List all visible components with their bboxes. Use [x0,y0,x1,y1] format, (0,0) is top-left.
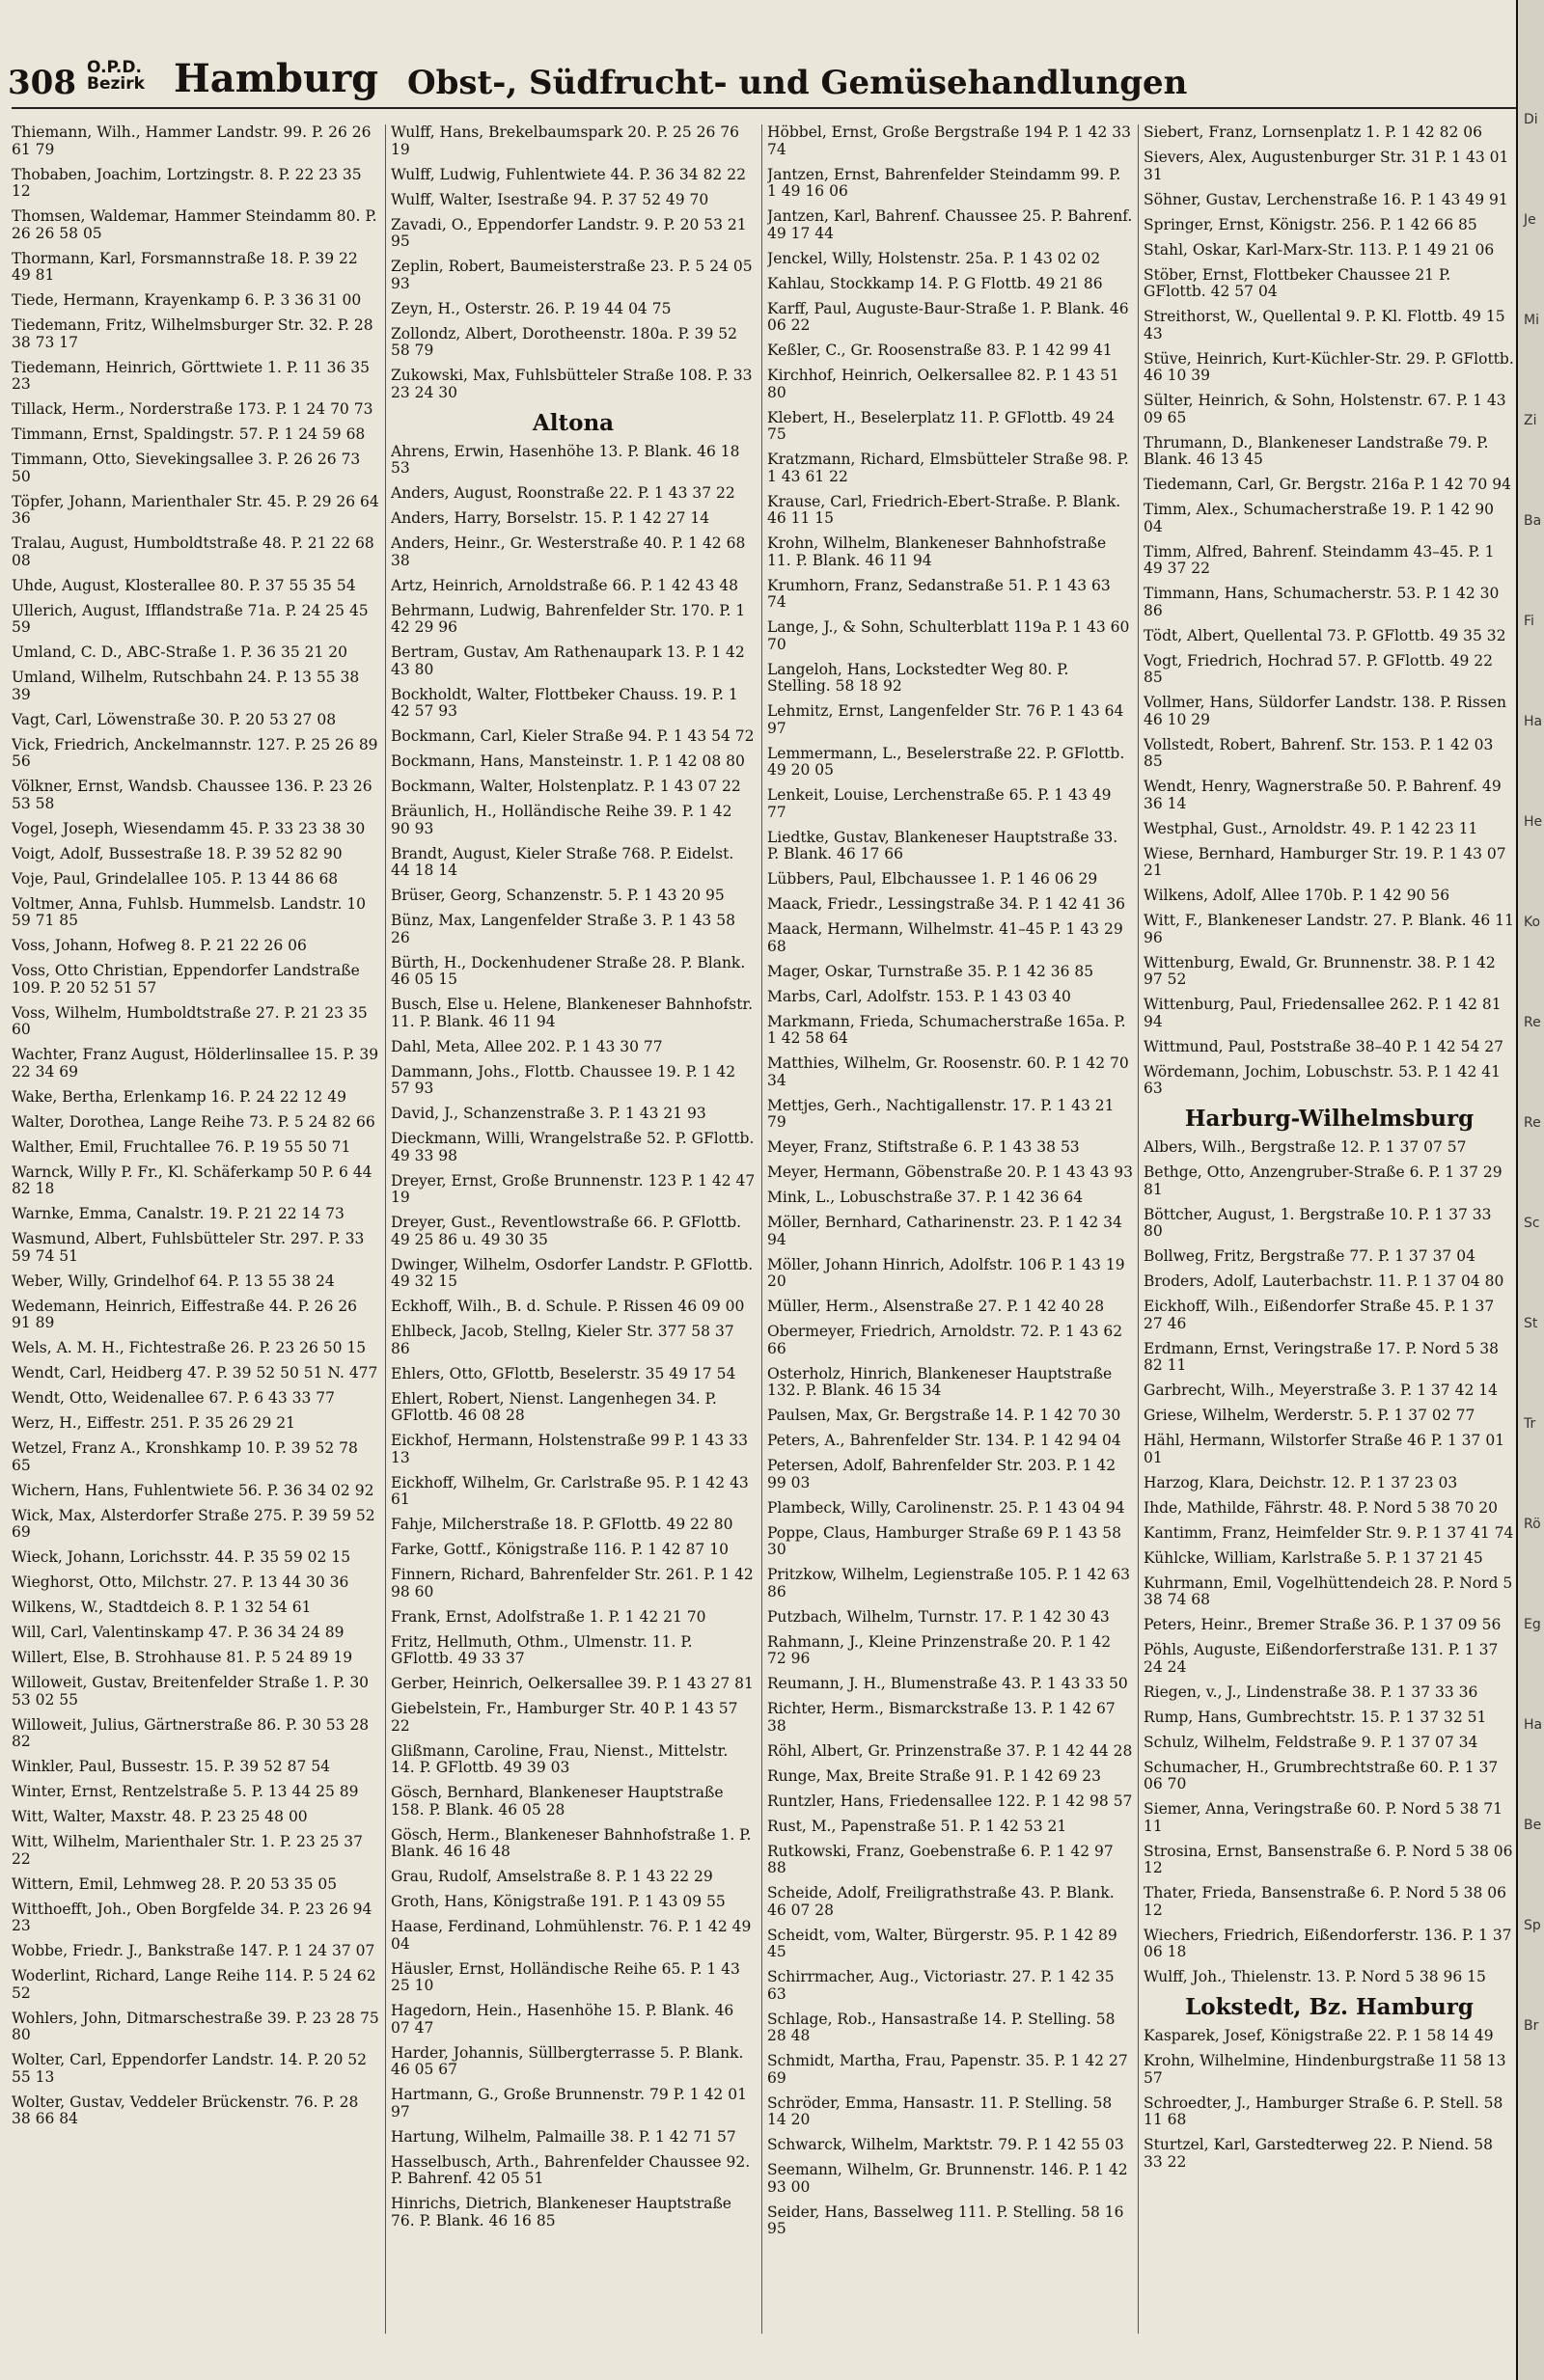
listing-entry: Lehmitz, Ernst, Langenfelder Str. 76 P. 1 43 64 97 [767,702,1124,737]
listing-entry: Poppe, Claus, Hamburger Straße 69 P. 1 43 58 30 [767,1523,1121,1558]
listing-entry: Stahl, Oskar, Karl-Marx-Str. 113. P. 1 49 21 06 [1144,240,1495,259]
listing-entry: Wachter, Franz August, Hölderlinsallee 15. P. 39 22 34 69 [12,1046,379,1081]
listing-entry: Tiedemann, Carl, Gr. Bergstr. 216a P. 1 42 70 94 [1144,476,1511,493]
listing-entry: Brandt, August, Kieler Straße 768. P. Eidelst. 44 18 14 [391,844,734,879]
listing-entry: David, J., Schanzenstraße 3. P. 1 43 21 93 [391,1105,706,1122]
adjacent-page-text [1524,108,1544,2115]
listing-entry: Stöber, Ernst, Flottbeker Chaussee 21 P. GFlottb. 42 57 04 [1144,265,1451,300]
listing-entry: Schumacher, H., Grumbrechtstraße 60. P. 1 37 06 70 [1144,1758,1499,1792]
listing-entry: Harder, Johannis, Süllbergterrasse 5. P. Blank. 46 05 67 [391,2043,744,2078]
listing-entry: Eickhof, Hermann, Holstenstraße 99 P. 1 43 33 13 [391,1432,748,1466]
listing-entry: Woderlint, Richard, Lange Reihe 114. P. 5 24 62 52 [12,1967,376,2002]
listing-entry: Thormann, Karl, Forsmannstraße 18. P. 39 22 49 81 [12,249,358,284]
listing-entry: Söhner, Gustav, Lerchenstraße 16. P. 1 43 49 91 [1144,190,1508,208]
listing-entry: Riegen, v., J., Lindenstraße 38. P. 1 37 33 36 [1144,1682,1478,1701]
margin-fragment: Ha [1524,1717,1543,1733]
listing-entry: Schwarck, Wilhelm, Marktstr. 79. P. 1 42 55 03 [767,2136,1124,2153]
listing-entry: Will, Carl, Valentinskamp 47. P. 36 34 24 89 [12,1624,345,1641]
listing-entry: Wittmund, Paul, Poststraße 38–40 P. 1 42 54 27 [1144,1037,1503,1055]
listing-entry: Klebert, H., Beselerplatz 11. P. GFlottb. 49 24 75 [767,408,1116,443]
listing-entry: Mettjes, Gerh., Nachtigallenstr. 17. P. 1 43 21 79 [767,1096,1115,1131]
listing-entry: Warnke, Emma, Canalstr. 19. P. 21 22 14 73 [12,1205,345,1222]
listing-entry: Grau, Rudolf, Amselstraße 8. P. 1 43 22 29 [391,1868,713,1885]
listing-entry: Ehlers, Otto, GFlottb, Beselerstr. 35 49 17 54 [391,1364,736,1382]
listing-entry: Runge, Max, Breite Straße 91. P. 1 42 69 23 [767,1766,1102,1785]
column-3 [767,124,1134,2343]
listing-entry: Artz, Heinrich, Arnoldstraße 66. P. 1 42 43 48 [391,576,738,594]
listing-entry: Wieck, Johann, Lorichsstr. 44. P. 35 59 02 15 [12,1548,351,1566]
listing-entry: Bockholdt, Walter, Flottbeker Chauss. 19. P. 1 42 57 93 [391,685,738,720]
listing-entry: Wieghorst, Otto, Milchstr. 27. P. 13 44 30 36 [12,1573,349,1591]
listing-entry: Kirchhof, Heinrich, Oelkersallee 82. P. 1 43 51 80 [767,367,1119,401]
listing-entry: Vogel, Joseph, Wiesendamm 45. P. 33 23 38 30 [12,819,366,837]
listing-entry: Wulff, Walter, Isestraße 94. P. 37 52 49 70 [391,190,709,208]
listing-entry: Springer, Ernst, Königstr. 256. P. 1 42 66 85 [1144,215,1477,233]
listing-entry: Matthies, Wilhelm, Gr. Roosenstr. 60. P. 1 42 70 34 [767,1054,1129,1089]
listing-entry: Pöhls, Auguste, Eißendorferstraße 131. P. 1 37 24 24 [1144,1641,1499,1676]
listing-entry: Hasselbusch, Arth., Bahrenfelder Chaussee 92. P. Bahrenf. 42 05 51 [391,2152,751,2187]
margin-fragment: St [1524,1316,1538,1331]
listing-entry: Hinrichs, Dietrich, Blankeneser Hauptstraße 76. P. Blank. 46 16 85 [391,2195,731,2230]
listing-entry: Dieckmann, Willi, Wrangelstraße 52. P. GFlottb. 49 33 98 [391,1130,755,1164]
margin-fragment: Rö [1524,1517,1541,1532]
listing-entry: Anders, Harry, Borselstr. 15. P. 1 42 27 14 [391,509,710,527]
listing-entry: Eickhoff, Wilh., Eißendorfer Straße 45. P. 1 37 27 46 [1144,1298,1495,1332]
listing-entry: Tiedemann, Heinrich, Görttwiete 1. P. 11 36 35 23 [12,358,371,393]
listing-entry: Wilkens, W., Stadtdeich 8. P. 1 32 54 61 [12,1599,312,1616]
listing-entry: Bünz, Max, Langenfelder Straße 3. P. 1 43 58 26 [391,912,735,946]
listing-entry: Bollweg, Fritz, Bergstraße 77. P. 1 37 37 04 [1144,1247,1475,1265]
listing-entry: Schulz, Wilhelm, Feldstraße 9. P. 1 37 07 34 [1144,1733,1478,1751]
listing-entry: Albers, Wilh., Bergstraße 12. P. 1 37 07 57 [1144,1138,1467,1156]
listing-entry: Walther, Emil, Fruchtallee 76. P. 19 55 50 71 [12,1137,351,1156]
opd-label: O.P.D. [87,58,142,77]
listing-entry: Zeplin, Robert, Baumeisterstraße 23. P. 5 24 05 93 [391,258,753,292]
listing-entry: Wiechers, Friedrich, Eißendorferstr. 136. P. 1 37 06 18 [1144,1926,1512,1960]
city-name: Hamburg [174,56,379,101]
listing-entry: Winter, Ernst, Rentzelstraße 5. P. 13 44 25 89 [12,1783,359,1800]
listing-entry: Zavadi, O., Eppendorfer Landstr. 9. P. 20 53 21 95 [391,215,747,250]
listing-entry: Vollmer, Hans, Süldorfer Landstr. 138. P. Rissen 46 10 29 [1144,694,1506,728]
listing-entry: Maack, Hermann, Wilhelmstr. 41–45 P. 1 43 29 68 [767,920,1123,955]
listing-entry: Voss, Otto Christian, Eppendorfer Landstraße 109. P. 20 52 51 57 [12,962,360,997]
listing-entry: Willoweit, Gustav, Breitenfelder Straße 1. P. 30 53 02 55 [12,1674,370,1709]
listing-entry: Tödt, Albert, Quellental 73. P. GFlottb. 49 35 32 [1144,626,1506,644]
listing-entry: Timm, Alfred, Bahrenf. Steindamm 43–45. P. 1 49 37 22 [1144,542,1495,577]
listing-entry: Obermeyer, Friedrich, Arnoldstr. 72. P. 1 43 62 66 [767,1323,1123,1357]
listing-entry: Westphal, Gust., Arnoldstr. 49. P. 1 42 23 11 [1144,819,1478,837]
margin-fragment: Je [1524,212,1536,228]
listing-entry: Willert, Else, B. Strohhause 81. P. 5 24 89 19 [12,1649,353,1666]
margin-fragment: Ko [1524,915,1541,930]
listing-entry: Lange, J., & Sohn, Schulterblatt 119a P. 1 43 60 70 [767,618,1130,653]
listing-entry: Voltmer, Anna, Fuhlsb. Hummelsb. Landstr. 10 59 71 85 [12,894,367,929]
listing-entry: Bockmann, Walter, Holstenplatz. P. 1 43 07 22 [391,778,741,795]
listing-entry: Reumann, J. H., Blumenstraße 43. P. 1 43 33 50 [767,1675,1128,1692]
listing-entry: Lübbers, Paul, Elbchaussee 1. P. 1 46 06 29 [767,870,1098,888]
listing-entry: Bockmann, Carl, Kieler Straße 94. P. 1 43 54 72 [391,727,755,745]
listing-entry: Wiese, Bernhard, Hamburger Str. 19. P. 1 43 07 21 [1144,844,1506,879]
listing-entry: Bürth, H., Dockenhudener Straße 28. P. Blank. 46 05 15 [391,953,746,988]
listing-entry: Sievers, Alex, Augustenburger Str. 31 P. 1 43 01 31 [1144,149,1509,183]
listing-entry: Wendt, Henry, Wagnerstraße 50. P. Bahrenf. 49 36 14 [1144,778,1502,812]
listing-entry: Ullerich, August, Ifflandstraße 71a. P. 24 25 45 59 [12,601,369,636]
listing-entry: Scheide, Adolf, Freiligrathstraße 43. P. Blank. 46 07 28 [767,1884,1115,1919]
listing-entry: Kasparek, Josef, Königstraße 22. P. 1 58 14 49 [1144,2027,1494,2044]
listing-entry: Wittern, Emil, Lehmweg 28. P. 20 53 35 05 [12,1874,338,1893]
listing-entry: Petersen, Adolf, Bahrenfelder Str. 203. P. 1 42 99 03 [767,1457,1117,1491]
listing-entry: Müller, Herm., Alsenstraße 27. P. 1 42 40 28 [767,1298,1105,1315]
listing-entry: Meyer, Franz, Stiftstraße 6. P. 1 43 38 53 [767,1138,1080,1156]
listing-entry: Warnck, Willy P. Fr., Kl. Schäferkamp 50 P. 6 44 82 18 [12,1163,372,1197]
column-divider [1138,124,1139,2334]
listing-entry: Wichern, Hans, Fuhlentwiete 56. P. 36 34 02 92 [12,1481,374,1499]
listing-entry: Pritzkow, Wilhelm, Legienstraße 105. P. 1 42 63 86 [767,1566,1130,1600]
listing-entry: Zollondz, Albert, Dorotheenstr. 180a. P. 39 52 58 79 [391,324,737,359]
margin-fragment: Re [1524,1115,1541,1131]
listing-entry: Marbs, Carl, Adolfstr. 153. P. 1 43 03 40 [767,987,1071,1005]
listing-entry: Wake, Bertha, Erlenkamp 16. P. 24 22 12 49 [12,1087,346,1106]
listing-entry: Dreyer, Ernst, Große Brunnenstr. 123 P. 1 42 47 19 [391,1171,756,1206]
listing-entry: Harzog, Klara, Deichstr. 12. P. 1 37 23 03 [1144,1473,1458,1491]
margin-fragment: Tr [1524,1416,1536,1432]
listing-entry: Voss, Johann, Hofweg 8. P. 21 22 26 06 [12,937,307,954]
section-heading: Lokstedt, Bz. Hamburg [1185,1994,1474,2020]
listing-entry: Richter, Herm., Bismarckstraße 13. P. 1 42 67 38 [767,1700,1116,1735]
listing-entry: Sülter, Heinrich, & Sohn, Holstenstr. 67. P. 1 43 09 65 [1144,392,1506,426]
listing-entry: Fahje, Milcherstraße 18. P. GFlottb. 49 22 80 [391,1516,733,1533]
listing-entry: Gerber, Heinrich, Oelkersallee 39. P. 1 43 27 81 [391,1675,754,1692]
listing-entry: Osterholz, Hinrich, Blankeneser Hauptstraße 132. P. Blank. 46 15 34 [767,1364,1113,1399]
listing-entry: Maack, Friedr., Lessingstraße 34. P. 1 42 41 36 [767,895,1126,913]
listing-entry: Winkler, Paul, Bussestr. 15. P. 39 52 87 54 [12,1758,331,1775]
listing-entry: Kahlau, Stockkamp 14. P. G Flottb. 49 21 86 [767,274,1103,292]
listing-entry: Frank, Ernst, Adolfstraße 1. P. 1 42 21 70 [391,1607,706,1626]
listing-entry: Hartung, Wilhelm, Palmaille 38. P. 1 42 71 57 [391,2127,736,2146]
listing-entry: Völkner, Ernst, Wandsb. Chaussee 136. P. 23 26 53 58 [12,778,372,812]
column-4 [1144,124,1515,2343]
listing-entry: Keßler, C., Gr. Roosenstraße 83. P. 1 42 99 41 [767,342,1113,359]
listing-entry: Kantimm, Franz, Heimfelder Str. 9. P. 1 37 41 74 [1144,1523,1514,1542]
listing-entry: Farke, Gottf., Königstraße 116. P. 1 42 87 10 [391,1541,729,1558]
listing-entry: Witt, Walter, Maxstr. 48. P. 23 25 48 00 [12,1808,308,1825]
listing-entry: Meyer, Hermann, Göbenstraße 20. P. 1 43 43 93 [767,1163,1134,1181]
listing-entry: Krohn, Wilhelmine, Hindenburgstraße 11 58 13 57 [1144,2052,1506,2087]
listing-entry: Wels, A. M. H., Fichtestraße 26. P. 23 26 50 15 [12,1339,367,1356]
listing-entry: Timmann, Otto, Sievekingsallee 3. P. 26 26 73 50 [12,451,361,485]
listing-entry: Dreyer, Gust., Reventlowstraße 66. P. GFlottb. 49 25 86 u. 49 30 35 [391,1214,742,1248]
listing-entry: Finnern, Richard, Bahrenfelder Str. 261. P. 1 42 98 60 [391,1566,754,1600]
listing-entry: Ahrens, Erwin, Hasenhöhe 13. P. Blank. 46 18 53 [391,442,740,477]
listing-entry: Schirrmacher, Aug., Victoriastr. 27. P. 1 42 35 63 [767,1968,1115,2003]
listing-entry: Fritz, Hellmuth, Othm., Ulmenstr. 11. P. GFlottb. 49 33 37 [391,1632,693,1667]
listing-entry: Erdmann, Ernst, Veringstraße 17. P. Nord 5 38 82 11 [1144,1339,1500,1374]
margin-fragment: Zi [1524,413,1537,428]
listing-entry: Streithorst, W., Quellental 9. P. Kl. Flottb. 49 15 43 [1144,308,1505,342]
page-header [8,56,1523,106]
listing-entry: Seemann, Wilhelm, Gr. Brunnenstr. 146. P. 1 42 93 00 [767,2161,1128,2196]
listing-entry: Wolter, Gustav, Veddeler Brückenstr. 76. P. 28 38 66 84 [12,2093,359,2127]
listing-entry: Wendt, Otto, Weidenallee 67. P. 6 43 33 77 [12,1389,336,1407]
listing-entry: Töpfer, Johann, Marienthaler Str. 45. P. 29 26 64 36 [12,492,379,527]
listing-entry: Schroedter, J., Hamburger Straße 6. P. Stell. 58 11 68 [1144,2093,1503,2128]
section-heading: Harburg-Wilhelmsburg [1184,1106,1475,1132]
listing-entry: Rutkowski, Franz, Goebenstraße 6. P. 1 42 97 88 [767,1842,1114,1876]
listing-entry: Scheidt, vom, Walter, Bürgerstr. 95. P. 1 42 89 45 [767,1926,1117,1960]
margin-fragment: Ba [1524,513,1542,529]
listing-entry: Rump, Hans, Gumbrechtstr. 15. P. 1 37 32 51 [1144,1708,1487,1726]
listing-entry: Gösch, Herm., Blankeneser Bahnhofstraße 1. P. Blank. 46 16 48 [391,1825,752,1860]
listing-entry: Schmidt, Martha, Frau, Papenstr. 35. P. 1 42 27 69 [767,2052,1128,2087]
page-title: Obst-, Südfrucht- und Gemüsehandlungen [407,64,1188,102]
margin-fragment: Ha [1524,714,1543,729]
column-2 [391,124,756,2343]
listing-entry: Mink, L., Lobuschstraße 37. P. 1 42 36 64 [767,1189,1084,1206]
adjacent-page-edge [1516,0,1544,2380]
listing-entry: Ihde, Mathilde, Fährstr. 48. P. Nord 5 38 70 20 [1144,1498,1499,1517]
margin-fragment: He [1524,814,1543,830]
listing-entry: Karff, Paul, Auguste-Baur-Straße 1. P. Blank. 46 06 22 [767,299,1129,334]
listing-entry: Wasmund, Albert, Fuhlsbütteler Str. 297. P. 33 59 74 51 [12,1230,365,1265]
listing-entry: Dahl, Meta, Allee 202. P. 1 43 30 77 [391,1037,663,1055]
listing-entry: Markmann, Frieda, Schumacherstraße 165a. P. 1 42 58 64 [767,1012,1126,1047]
listing-entry: Hartmann, G., Große Brunnenstr. 79 P. 1 42 01 97 [391,2086,747,2120]
listing-entry: Voje, Paul, Grindelallee 105. P. 13 44 86 68 [12,869,339,888]
listing-entry: Giebelstein, Fr., Hamburger Str. 40 P. 1 43 57 22 [391,1700,738,1735]
listing-entry: Wulff, Ludwig, Fuhlentwiete 44. P. 36 34 82 22 [391,165,746,183]
listing-entry: Putzbach, Wilhelm, Turnstr. 17. P. 1 42 30 43 [767,1607,1110,1626]
listing-entry: Timmann, Ernst, Spaldingstr. 57. P. 1 24 59 68 [12,425,366,443]
listing-entry: Lemmermann, L., Beselerstraße 22. P. GFlottb. 49 20 05 [767,744,1125,779]
listing-entry: Thrumann, D., Blankeneser Landstraße 79. P. Blank. 46 13 45 [1144,433,1489,468]
listing-entry: Vick, Friedrich, Anckelmannstr. 127. P. 25 26 89 56 [12,735,378,770]
listing-entry: Vagt, Carl, Löwenstraße 30. P. 20 53 27 08 [12,710,337,728]
listing-entry: Wick, Max, Alsterdorfer Straße 275. P. 39 59 52 69 [12,1506,375,1541]
listing-entry: Mager, Oskar, Turnstraße 35. P. 1 42 36 85 [767,962,1094,980]
listing-entry: Hähl, Hermann, Wilstorfer Straße 46 P. 1 37 01 01 [1144,1432,1505,1466]
listing-entry: Werz, H., Eiffestr. 251. P. 35 26 29 21 [12,1414,296,1432]
listing-entry: Möller, Bernhard, Catharinenstr. 23. P. 1 42 34 94 [767,1214,1122,1248]
listing-entry: Willoweit, Julius, Gärtnerstraße 86. P. 30 53 28 82 [12,1715,370,1750]
listing-entry: Walter, Dorothea, Lange Reihe 73. P. 5 24 82 66 [12,1112,375,1131]
listing-entry: Bertram, Gustav, Am Rathenaupark 13. P. 1 42 43 80 [391,643,745,678]
listing-entry: Voigt, Adolf, Bussestraße 18. P. 39 52 82 90 [12,844,343,862]
listing-entry: Kuhrmann, Emil, Vogelhüttendeich 28. P. Nord 5 38 74 68 [1144,1573,1513,1608]
listing-entry: Sturtzel, Karl, Garstedterweg 22. P. Niend. 58 33 22 [1144,2136,1493,2171]
margin-fragment: Sc [1524,1216,1540,1231]
listing-entry: Böttcher, August, 1. Bergstraße 10. P. 1 37 33 80 [1144,1205,1492,1240]
listing-entry: Siemer, Anna, Veringstraße 60. P. Nord 5 38 71 11 [1144,1800,1503,1835]
listing-entry: Strosina, Ernst, Bansenstraße 6. P. Nord 5 38 06 12 [1144,1842,1513,1876]
listing-entry: Timm, Alex., Schumacherstraße 19. P. 1 42 90 04 [1144,501,1495,535]
margin-fragment: Br [1524,2018,1539,2034]
margin-fragment: Di [1524,112,1538,127]
listing-entry: Thobaben, Joachim, Lortzingstr. 8. P. 22 23 35 12 [12,165,362,200]
listing-entry: Wulff, Joh., Thielenstr. 13. P. Nord 5 38 96 15 [1144,1968,1486,1985]
listing-entry: Tralau, August, Humboldtstraße 48. P. 21 22 68 08 [12,534,374,569]
listing-entry: Schlage, Rob., Hansastraße 14. P. Stelling. 58 28 48 [767,2010,1116,2044]
listing-entry: Rahmann, J., Kleine Prinzenstraße 20. P. 1 42 72 96 [767,1632,1112,1667]
listing-entry: Busch, Else u. Helene, Blankeneser Bahnhofstr. 11. P. Blank. 46 11 94 [391,996,754,1030]
margin-fragment: Re [1524,1015,1541,1030]
listing-entry: Umland, C. D., ABC-Straße 1. P. 36 35 21 20 [12,643,347,661]
margin-fragment: Fi [1524,614,1534,629]
listing-entry: Schröder, Emma, Hansastr. 11. P. Stelling. 58 14 20 [767,2093,1113,2128]
listing-entry: Krohn, Wilhelm, Blankeneser Bahnhofstraße 11. P. Blank. 46 11 94 [767,534,1107,569]
listing-entry: Glißmann, Caroline, Frau, Nienst., Mittelstr. 14. P. GFlottb. 49 39 03 [391,1741,729,1776]
listing-entry: Lenkeit, Louise, Lerchenstraße 65. P. 1 43 49 77 [767,786,1112,821]
listing-entry: Hagedorn, Hein., Hasenhöhe 15. P. Blank. 46 07 47 [391,2002,734,2037]
listing-entry: Groth, Hans, Königstraße 191. P. 1 43 09 55 [391,1893,726,1910]
listing-entry: Häusler, Ernst, Holländische Reihe 65. P. 1 43 25 10 [391,1959,740,1994]
listing-entry: Bräunlich, H., Holländische Reihe 39. P. 1 42 90 93 [391,803,732,837]
listing-entry: Bockmann, Hans, Mansteinstr. 1. P. 1 42 08 80 [391,752,745,770]
listing-entry: Seider, Hans, Basselweg 111. P. Stelling. 58 16 95 [767,2202,1124,2237]
listing-entry: Tillack, Herm., Norderstraße 173. P. 1 24 70 73 [12,400,373,418]
listing-entry: Timmann, Hans, Schumacherstr. 53. P. 1 42 30 86 [1144,585,1500,619]
listing-entry: Wendt, Carl, Heidberg 47. P. 39 52 50 51 N. 477 [12,1364,378,1381]
listing-entry: Ehlert, Robert, Nienst. Langenhegen 34. P. GFlottb. 46 08 28 [391,1389,717,1424]
listing-entry: Uhde, August, Klosterallee 80. P. 37 55 35 54 [12,576,356,594]
margin-fragment: Eg [1524,1617,1541,1632]
listing-entry: Rust, M., Papenstraße 51. P. 1 42 53 21 [767,1817,1067,1835]
listing-entry: Wulff, Hans, Brekelbaumspark 20. P. 25 26 76 19 [391,124,740,158]
listing-entry: Bethge, Otto, Anzengruber-Straße 6. P. 1 37 29 81 [1144,1163,1503,1198]
listing-entry: Dwinger, Wilhelm, Osdorfer Landstr. P. GFlottb. 49 32 15 [391,1255,754,1290]
listing-entry: Wobbe, Friedr. J., Bankstraße 147. P. 1 24 37 07 [12,1942,375,1959]
listing-entry: Tiede, Hermann, Krayenkamp 6. P. 3 36 31 00 [12,291,362,309]
listing-entry: Gösch, Bernhard, Blankeneser Hauptstraße 158. P. Blank. 46 05 28 [391,1784,724,1819]
listing-entry: Witthoefft, Joh., Oben Borgfelde 34. P. 23 26 94 23 [12,1900,372,1934]
column-1 [12,124,380,2343]
listing-entry: Liedtke, Gustav, Blankeneser Hauptstraße 33. P. Blank. 46 17 66 [767,828,1118,862]
page-number: 308 [8,64,76,102]
listing-entry: Dammann, Johs., Flottb. Chaussee 19. P. 1 42 57 93 [391,1062,736,1097]
listing-entry: Krause, Carl, Friedrich-Ebert-Straße. P. Blank. 46 11 15 [767,492,1121,527]
listing-entry: Wittenburg, Ewald, Gr. Brunnenstr. 38. P. 1 42 97 52 [1144,953,1496,988]
listing-entry: Runtzler, Hans, Friedensallee 122. P. 1 42 98 57 [767,1792,1133,1810]
listing-entry: Wohlers, John, Ditmarschestraße 39. P. 23 28 75 80 [12,2009,379,2043]
listing-entry: Kratzmann, Richard, Elmsbütteler Straße 98. P. 1 43 61 22 [767,451,1129,485]
listing-entry: Tiedemann, Fritz, Wilhelmsburger Str. 32. P. 28 38 73 17 [12,316,373,351]
listing-entry: Broders, Adolf, Lauterbachstr. 11. P. 1 37 04 80 [1144,1272,1504,1290]
listing-entry: Peters, A., Bahrenfelder Str. 134. P. 1 42 94 04 [767,1432,1121,1449]
listing-entry: Langeloh, Hans, Lockstedter Weg 80. P. Stelling. 58 18 92 [767,660,1069,695]
listing-entry: Jenckel, Willy, Holstenstr. 25a. P. 1 43 02 02 [767,249,1101,267]
listing-entry: Umland, Wilhelm, Rutschbahn 24. P. 13 55 38 39 [12,669,360,703]
listing-entry: Röhl, Albert, Gr. Prinzenstraße 37. P. 1 42 44 28 [767,1741,1133,1760]
listing-entry: Wördemann, Jochim, Lobuschstr. 53. P. 1 42 41 63 [1144,1062,1501,1097]
listing-entry: Voss, Wilhelm, Humboldtstraße 27. P. 21 23 35 60 [12,1003,368,1038]
listing-entry: Zeyn, H., Osterstr. 26. P. 19 44 04 75 [391,299,672,317]
listing-entry: Wilkens, Adolf, Allee 170b. P. 1 42 90 56 [1144,887,1450,904]
section-heading: Altona [532,409,615,436]
column-divider [385,124,386,2334]
listing-entry: Eickhoff, Wilhelm, Gr. Carlstraße 95. P. 1 42 43 61 [391,1473,749,1508]
header-rule [12,107,1517,109]
listing-entry: Thomsen, Waldemar, Hammer Steindamm 80. P. 26 26 58 05 [12,207,377,242]
listing-entry: Wittenburg, Paul, Friedensallee 262. P. 1 42 81 94 [1144,996,1502,1030]
listing-entry: Behrmann, Ludwig, Bahrenfelder Str. 170. P. 1 42 29 96 [391,601,746,636]
listing-entry: Thater, Frieda, Bansenstraße 6. P. Nord 5 38 06 12 [1144,1884,1507,1919]
listing-entry: Kühlcke, William, Karlstraße 5. P. 1 37 21 45 [1144,1548,1483,1567]
listing-entry: Witt, F., Blankeneser Landstr. 27. P. Blank. 46 11 96 [1144,912,1514,946]
listing-entry: Stüve, Heinrich, Kurt-Küchler-Str. 29. P. GFlottb. 46 10 39 [1144,349,1514,384]
listing-entry: Garbrecht, Wilh., Meyerstraße 3. P. 1 37 42 14 [1144,1381,1498,1399]
listing-entry: Siebert, Franz, Lornsenplatz 1. P. 1 42 82 06 [1144,124,1482,141]
margin-fragment: Sp [1524,1918,1541,1933]
listing-entry: Anders, August, Roonstraße 22. P. 1 43 37 22 [391,484,735,502]
column-divider [761,124,762,2334]
listing-entry: Möller, Johann Hinrich, Adolfstr. 106 P. 1 43 19 20 [767,1255,1125,1290]
listing-entry: Plambeck, Willy, Carolinenstr. 25. P. 1 43 04 94 [767,1498,1125,1517]
listing-entry: Vogt, Friedrich, Hochrad 57. P. GFlottb. 49 22 85 [1144,651,1493,686]
listing-entry: Eckhoff, Wilh., B. d. Schule. P. Rissen 46 09 00 [391,1298,745,1315]
listing-entry: Wedemann, Heinrich, Eiffestraße 44. P. 26 26 91 89 [12,1297,358,1331]
margin-fragment: Be [1524,1818,1542,1833]
listing-entry: Ehlbeck, Jacob, Stellng, Kieler Str. 377 58 37 86 [391,1323,734,1357]
listing-entry: Witt, Wilhelm, Marienthaler Str. 1. P. 23 25 37 22 [12,1833,364,1868]
listing-entry: Haase, Ferdinand, Lohmühlenstr. 76. P. 1 42 49 04 [391,1918,752,1953]
listing-entry: Peters, Heinr., Bremer Straße 36. P. 1 37 09 56 [1144,1616,1502,1633]
listing-entry: Wetzel, Franz A., Kronshkamp 10. P. 39 52 78 65 [12,1439,358,1474]
listing-entry: Vollstedt, Robert, Bahrenf. Str. 153. P. 1 42 03 85 [1144,735,1494,770]
listing-entry: Brüser, Georg, Schanzenstr. 5. P. 1 43 20 95 [391,887,725,904]
listing-entry: Wolter, Carl, Eppendorfer Landstr. 14. P. 20 52 55 13 [12,2051,367,2086]
listing-entry: Krumhorn, Franz, Sedanstraße 51. P. 1 43 63 74 [767,576,1111,611]
listing-entry: Jantzen, Ernst, Bahrenfelder Steindamm 99. P. 1 49 16 06 [767,165,1121,200]
listing-entry: Thiemann, Wilh., Hammer Landstr. 99. P. 26 26 61 79 [12,124,372,158]
listing-entry: Paulsen, Max, Gr. Bergstraße 14. P. 1 42 70 30 [767,1407,1121,1424]
listing-entry: Höbbel, Ernst, Große Bergstraße 194 P. 1 42 33 74 [767,124,1131,158]
listing-entry: Zukowski, Max, Fuhlsbütteler Straße 108. P. 33 23 24 30 [391,367,753,401]
listing-entry: Griese, Wilhelm, Werderstr. 5. P. 1 37 02 77 [1144,1407,1475,1424]
district-label [87,60,145,93]
listing-entry: Anders, Heinr., Gr. Westerstraße 40. P. 1 42 68 38 [391,534,746,569]
listing-entry: Weber, Willy, Grindelhof 64. P. 13 55 38 24 [12,1272,335,1290]
margin-fragment: Mi [1524,313,1539,328]
bezirk-label: Bezirk [87,74,145,94]
listing-entry: Jantzen, Karl, Bahrenf. Chaussee 25. P. Bahrenf. 49 17 44 [767,207,1133,242]
